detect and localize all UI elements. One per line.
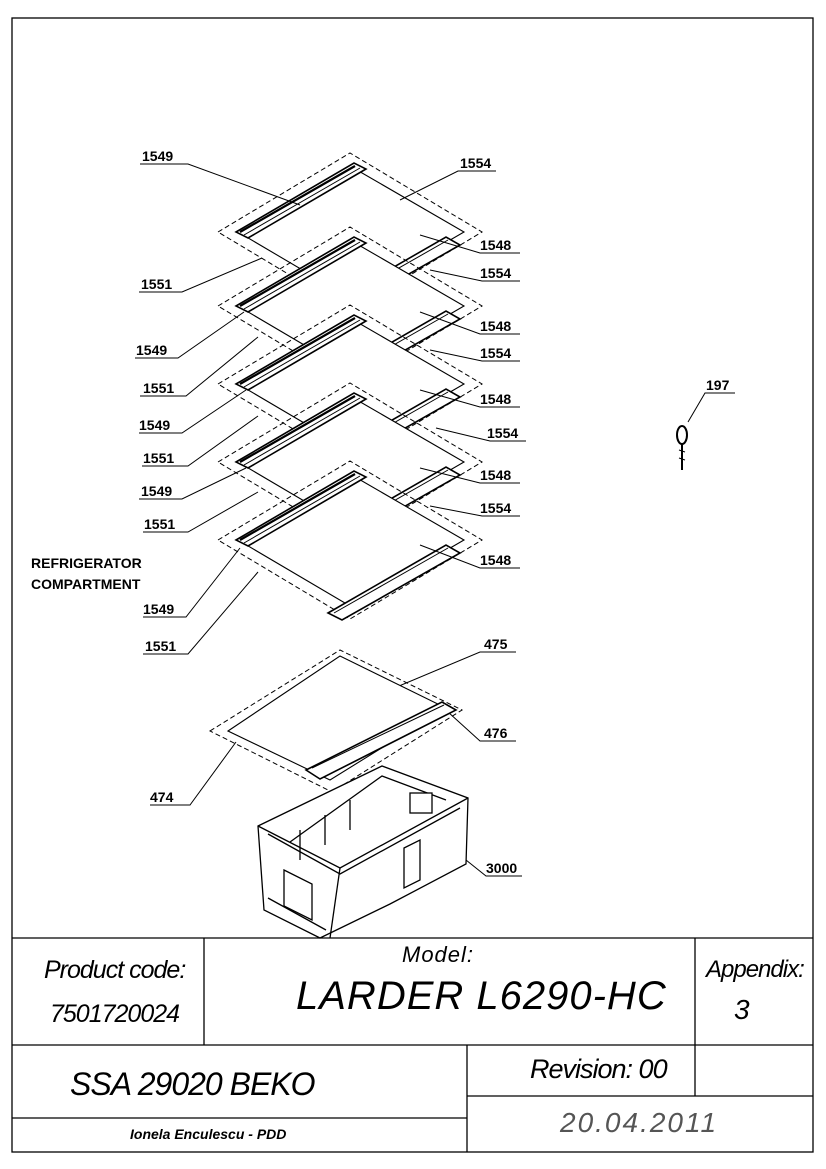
part-label-1548: 1548 [480, 318, 512, 334]
part-label-474: 474 [150, 789, 174, 805]
part-label-1551: 1551 [143, 450, 175, 466]
part-label-1549: 1549 [142, 148, 174, 164]
part-label-3000: 3000 [486, 860, 518, 876]
crisper-drawer [258, 766, 468, 938]
part-label-1549: 1549 [136, 342, 168, 358]
part-label-1548: 1548 [480, 237, 512, 253]
drawing-date: 20.04.2011 [560, 1107, 719, 1138]
drawer-cover-assembly [210, 650, 462, 792]
appendix-label: Appendix: [706, 956, 804, 983]
appendix-value: 3 [734, 994, 750, 1025]
part-label-197: 197 [706, 377, 730, 393]
model-value: LARDER L6290-HC [296, 974, 667, 1018]
compartment-label-line2: COMPARTMENT [31, 576, 141, 592]
part-label-1548: 1548 [480, 552, 512, 568]
product-code-value: 7501720024 [50, 1000, 180, 1028]
part-197-clip [677, 426, 687, 470]
compartment-label-line1: REFRIGERATOR [31, 555, 142, 571]
part-label-1551: 1551 [145, 638, 177, 654]
model-label: Model: [402, 942, 475, 967]
part-label-1554: 1554 [480, 345, 512, 361]
part-label-1554: 1554 [480, 500, 512, 516]
part-label-1548: 1548 [480, 467, 512, 483]
part-label-1551: 1551 [141, 276, 173, 292]
part-label-1554: 1554 [487, 425, 519, 441]
part-label-475: 475 [484, 636, 508, 652]
part-label-1554: 1554 [480, 265, 512, 281]
part-label-1549: 1549 [143, 601, 175, 617]
leader-lines [135, 164, 735, 876]
part-label-1551: 1551 [144, 516, 176, 532]
ssa-code: SSA 29020 BEKO [70, 1066, 315, 1102]
part-label-1551: 1551 [143, 380, 175, 396]
part-label-476: 476 [484, 725, 508, 741]
part-label-1549: 1549 [141, 483, 173, 499]
part-label-1549: 1549 [139, 417, 171, 433]
product-code-label: Product code: [44, 956, 186, 984]
revision: Revision: 00 [530, 1054, 667, 1084]
author: Ionela Enculescu - PDD [130, 1126, 287, 1142]
part-label-1548: 1548 [480, 391, 512, 407]
part-label-1554: 1554 [460, 155, 492, 171]
